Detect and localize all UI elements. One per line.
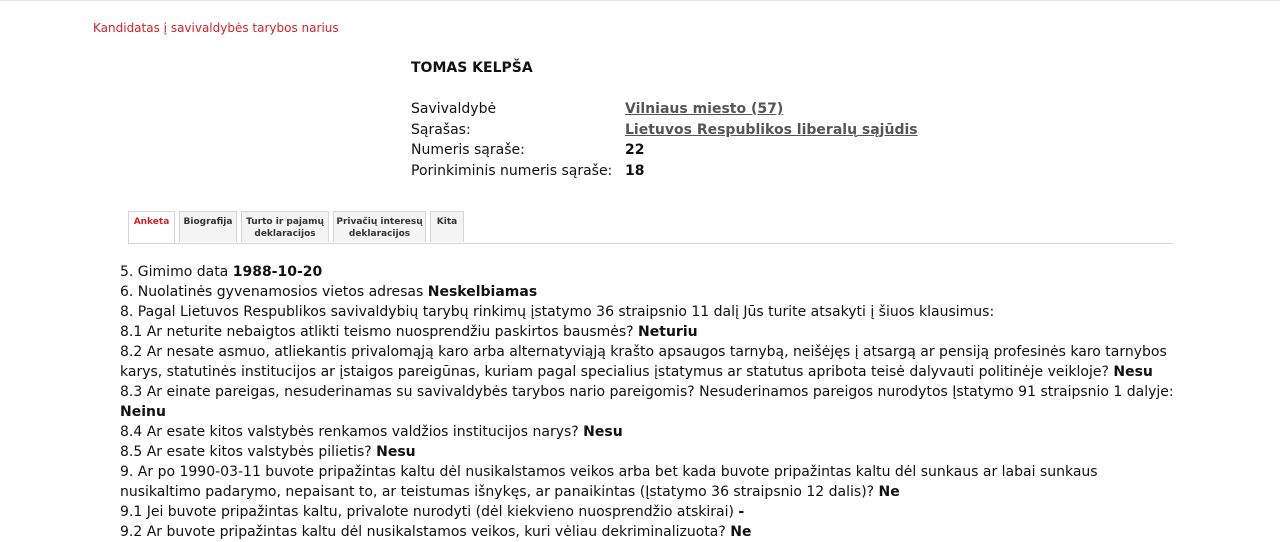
question-6 — [120, 282, 1180, 302]
question-8-2-text: 8.2 Ar nesate asmuo, atliekantis privalomąją karo arba alternatyviąją krašto apsaugos tarnybą, neišėjęs į atsargą ar pensiją profesinės karo tarnybos karys, statutinės institucijos ar įstaigos pareigūnas, kuriam pagal specialius įstatymus ar statutus apribota teisė dalyvauti politinėje veikloje? — [120, 344, 1167, 380]
tab-turto-label-line2: deklaracijos — [254, 229, 316, 239]
question-8-4 — [120, 422, 1180, 442]
list-value — [625, 120, 918, 141]
tab-privaciu-label-line1: Privačių interesų — [336, 217, 423, 227]
tab-kita[interactable] — [430, 211, 464, 242]
tab-biografija[interactable] — [179, 211, 237, 242]
municipality-label: Savivaldybė — [411, 101, 497, 117]
question-6-answer: Neskelbiamas — [427, 284, 538, 300]
list-number-value: 22 — [625, 142, 645, 158]
question-8 — [120, 302, 1180, 322]
municipality-value — [625, 99, 783, 120]
question-8-4-text: 8.4 Ar esate kitos valstybės renkamos valdžios institucijos narys? — [120, 424, 584, 440]
question-9-1-answer: - — [738, 504, 745, 520]
question-8-3 — [120, 382, 1180, 422]
municipality-link[interactable]: Vilniaus miesto (57) — [625, 101, 784, 117]
list-label: Sąrašas: — [411, 121, 471, 138]
tab-bar — [128, 211, 1173, 244]
question-8-1 — [120, 322, 1180, 342]
top-border — [0, 0, 1280, 1]
tab-kita-label: Kita — [436, 217, 458, 227]
question-9-1 — [120, 502, 1180, 522]
question-9-answer: Ne — [878, 484, 900, 500]
question-8-5 — [120, 442, 1180, 462]
question-5-text: 5. Gimimo data — [120, 264, 233, 280]
tab-turto-label-line1: Turto ir pajamų — [246, 217, 324, 227]
question-8-1-answer: Neturiu — [638, 324, 698, 340]
question-5-answer: 1988-10-20 — [232, 264, 323, 280]
question-8-2-answer: Nesu — [1113, 364, 1153, 380]
info-row-post-election-number — [411, 161, 918, 182]
tab-anketa[interactable] — [128, 211, 175, 243]
tab-turto-deklaracijos[interactable] — [241, 211, 329, 242]
post-election-number-value: 18 — [625, 162, 645, 179]
question-5 — [120, 262, 1180, 282]
question-8-text: 8. Pagal Lietuvos Respublikos savivaldybių tarybų rinkimų įstatymo 36 straipsnio 11 dalį Jūs turite atsakyti į šiuos klausimus: — [120, 304, 995, 320]
info-row-municipality — [411, 99, 918, 120]
page-subtitle: Kandidatas į savivaldybės tarybos narius — [93, 21, 339, 35]
tab-anketa-label: Anketa — [133, 217, 170, 227]
question-8-3-text: 8.3 Ar einate pareigas, nesuderinamas su savivaldybės tarybos nario pareigomis? Nesuderinamos pareigos nurodytos Įstatymo 91 straipsnio 1 dalyje: — [120, 384, 1174, 400]
question-9 — [120, 462, 1180, 502]
info-row-list-number — [411, 140, 918, 161]
question-8-5-answer: Nesu — [376, 444, 416, 460]
party-list-link[interactable]: Lietuvos Respublikos liberalų sąjūdis — [625, 121, 918, 138]
tab-biografija-label: Biografija — [183, 217, 233, 227]
questionnaire-content — [120, 262, 1180, 542]
question-9-2-text: 9.2 Ar buvote pripažintas kaltu dėl nusikalstamos veikos, kuri vėliau dekriminalizuota? — [120, 524, 731, 540]
info-row-list — [411, 120, 918, 141]
question-8-5-text: 8.5 Ar esate kitos valstybės pilietis? — [120, 444, 377, 460]
candidate-info-table — [411, 99, 918, 181]
question-6-text: 6. Nuolatinės gyvenamosios vietos adresas — [120, 284, 428, 300]
candidate-name: TOMAS KELPŠA — [411, 60, 533, 76]
question-8-4-answer: Nesu — [583, 424, 623, 440]
question-9-2-answer: Ne — [730, 524, 752, 540]
question-8-2 — [120, 342, 1180, 382]
question-8-1-text: 8.1 Ar neturite nebaigtos atlikti teismo nuosprendžiu paskirtos bausmės? — [120, 324, 639, 340]
tab-privaciu-interesu[interactable] — [333, 211, 426, 242]
tab-privaciu-label-line2: deklaracijos — [348, 229, 411, 239]
question-9-1-text: 9.1 Jei buvote pripažintas kaltu, privalote nurodyti (dėl kiekvieno nuosprendžio atskirai) — [120, 504, 739, 520]
list-number-label: Numeris sąraše: — [411, 142, 525, 158]
question-8-3-answer: Neinu — [120, 404, 166, 420]
post-election-number-label: Porinkiminis numeris sąraše: — [411, 162, 613, 179]
question-9-text: 9. Ar po 1990-03-11 buvote pripažintas kaltu dėl nusikalstamos veikos arba bet kada buvote pripažintas kaltu dėl sunkaus ar labai sunkaus nusikaltimo padarymo, nepaisant to, ar teistumas išnykęs, ar panaikintas (Įstatymo 36 straipsnio 12 dalis)? — [120, 464, 1098, 500]
question-9-2 — [120, 522, 1180, 542]
